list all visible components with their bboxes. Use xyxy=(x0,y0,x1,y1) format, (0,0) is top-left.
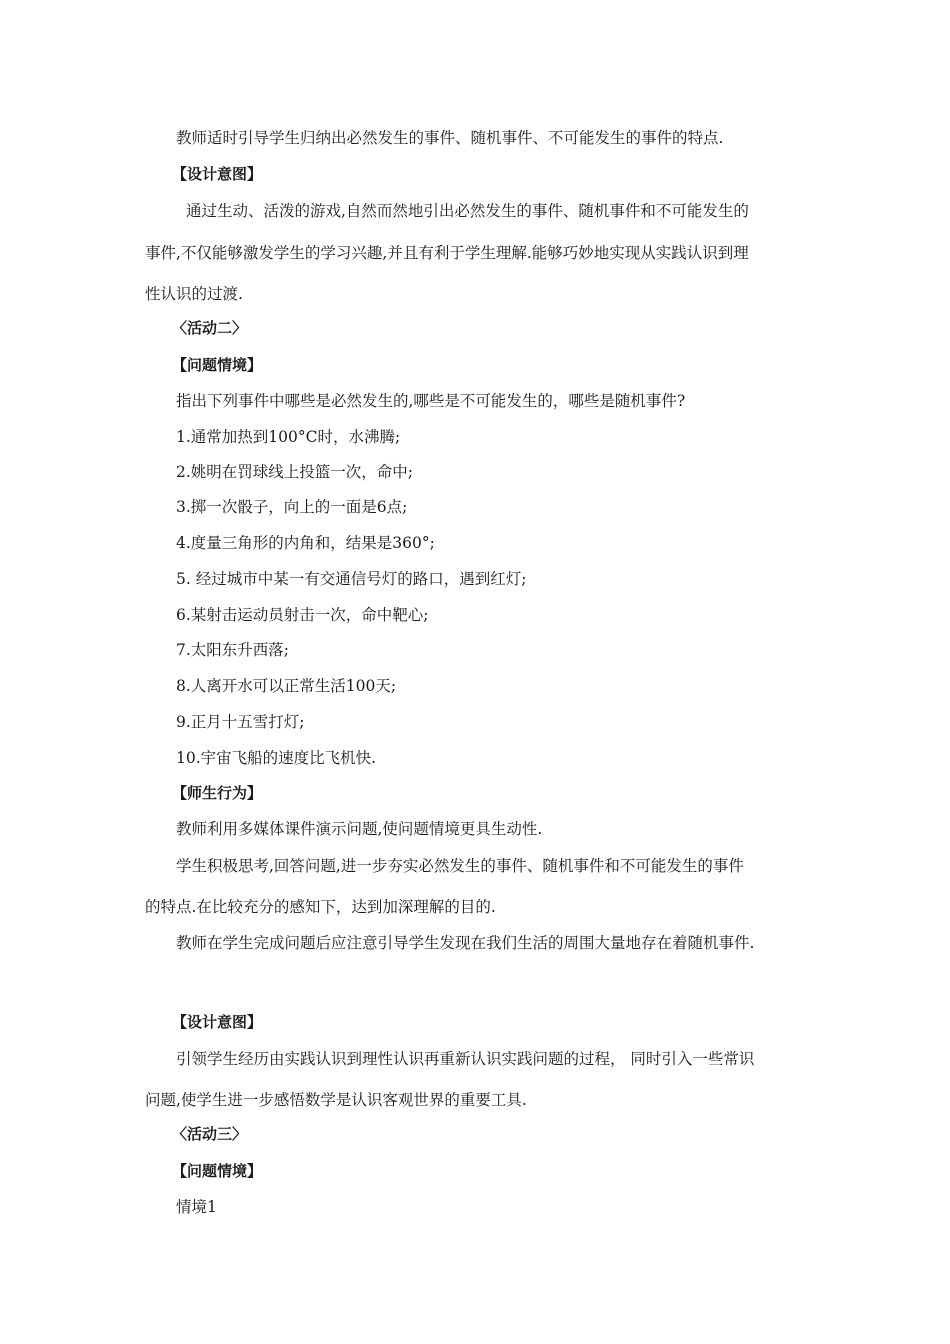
event-item-3: 3.掷一次骰子，向上的一面是6点; xyxy=(176,498,408,516)
event-item-4: 4.度量三角形的内角和，结果是360°; xyxy=(176,534,435,552)
teacher-student-text-3: 教师在学生完成问题后应注意引导学生发现在我们生活的周围大量地存在着随机事件. xyxy=(176,934,755,952)
problem-situation-heading-1: 【问题情境】 xyxy=(172,356,263,374)
teacher-student-text-2-line-1: 学生积极思考,回答问题,进一步夯实必然发生的事件、随机事件和不可能发生的事件 xyxy=(176,857,744,875)
teacher-student-text-1: 教师利用多媒体课件演示问题,使问题情境更具生动性. xyxy=(176,820,543,838)
event-item-6: 6.某射击运动员射击一次，命中靶心; xyxy=(176,606,429,624)
design-intent-1-line-2: 事件,不仅能够激发学生的学习兴趣,并且有利于学生理解.能够巧妙地实现从实践认识到理 xyxy=(145,244,749,262)
event-item-5: 5. 经过城市中某一有交通信号灯的路口，遇到红灯; xyxy=(176,570,527,588)
event-item-8: 8.人离开水可以正常生活100天; xyxy=(176,677,397,695)
event-item-1: 1.通常加热到100°C时，水沸腾; xyxy=(176,428,401,446)
event-item-10: 10.宇宙飞船的速度比飞机快. xyxy=(176,749,377,767)
scenario-1-label: 情境1 xyxy=(176,1198,217,1216)
event-item-7: 7.太阳东升西落; xyxy=(176,641,290,659)
question-text: 指出下列事件中哪些是必然发生的,哪些是不可能发生的，哪些是随机事件? xyxy=(176,392,686,410)
event-item-2: 2.姚明在罚球线上投篮一次，命中; xyxy=(176,463,414,481)
design-intent-heading-1: 【设计意图】 xyxy=(172,165,263,183)
teacher-student-text-2-line-2: 的特点.在比较充分的感知下，达到加深理解的目的. xyxy=(145,898,496,916)
teacher-student-heading: 【师生行为】 xyxy=(172,784,263,802)
intro-paragraph: 教师适时引导学生归纳出必然发生的事件、随机事件、不可能发生的事件的特点. xyxy=(176,129,724,147)
design-intent-heading-2: 【设计意图】 xyxy=(172,1013,263,1031)
problem-situation-heading-2: 【问题情境】 xyxy=(172,1162,263,1180)
design-intent-1-line-3: 性认识的过渡. xyxy=(145,285,243,303)
design-intent-2-line-1: 引领学生经历由实践认识到理性认识再重新认识实践问题的过程， 同时引入一些常识 xyxy=(176,1050,755,1068)
activity-2-heading: 〈活动二〉 xyxy=(172,319,248,337)
event-item-9: 9.正月十五雪打灯; xyxy=(176,713,305,731)
design-intent-1-line-1: 通过生动、活泼的游戏,自然而然地引出必然发生的事件、随机事件和不可能发生的 xyxy=(186,202,749,220)
design-intent-2-line-2: 问题,使学生进一步感悟数学是认识客观世界的重要工具. xyxy=(145,1091,527,1109)
activity-3-heading: 〈活动三〉 xyxy=(172,1125,248,1143)
